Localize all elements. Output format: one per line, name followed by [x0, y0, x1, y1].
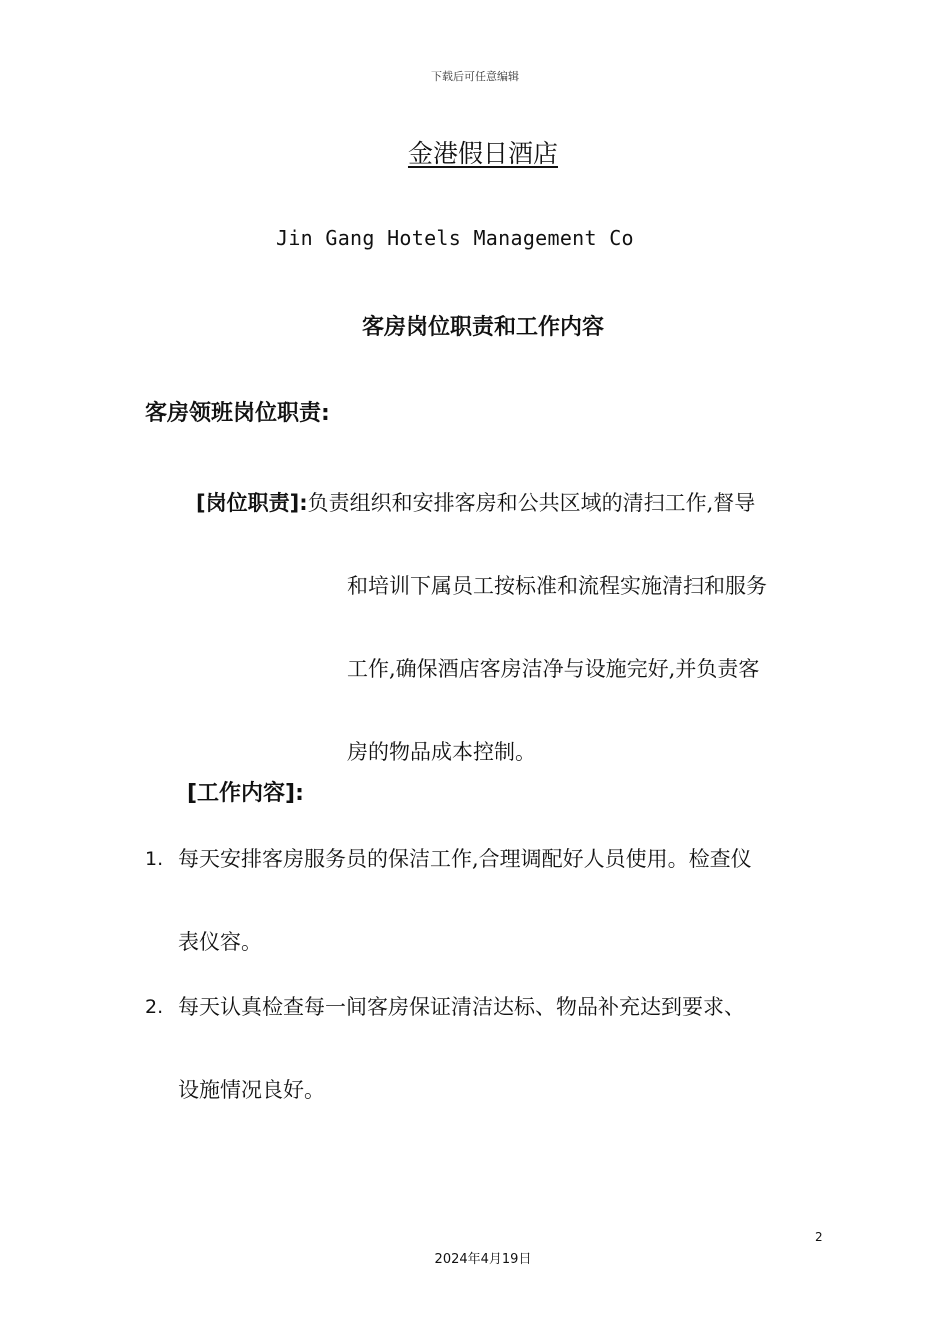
document-title: 客房岗位职责和工作内容 [361, 315, 604, 340]
duty-line-1 [196, 462, 836, 545]
work-content-heading: [工作内容]: [187, 781, 304, 806]
list-item-number: 1. [145, 848, 164, 870]
header-note: 下载后可任意编辑 [431, 70, 519, 83]
duty-text: 负责组织和安排客房和公共区域的清扫工作,督导 [307, 491, 756, 515]
duty-label: [岗位职责]: [196, 491, 308, 515]
list-item-number: 2. [145, 996, 164, 1018]
section-heading: 客房领班岗位职责: [145, 401, 330, 426]
page-number: 2 [815, 1230, 823, 1244]
company-name-cn-text: 金港假日酒店 [407, 139, 558, 168]
duty-line-4: 房的物品成本控制。 [347, 740, 536, 764]
list-item-text: 每天认真检查每一间客房保证清洁达标、物品补充达到要求、 [178, 995, 745, 1019]
list-item [145, 966, 845, 1132]
company-name-cn [0, 134, 950, 170]
list-item-text: 表仪容。 [178, 930, 262, 954]
duty-line-2: 和培训下属员工按标准和流程实施清扫和服务 [347, 574, 767, 598]
list-item-text: 设施情况良好。 [178, 1078, 325, 1102]
duty-line-3: 工作,确保酒店客房洁净与设施完好,并负责客 [347, 657, 760, 681]
company-name-en: Jin Gang Hotels Management Co [276, 226, 634, 250]
footer-date: 2024年4月19日 [434, 1252, 532, 1267]
duty-block [196, 462, 836, 794]
list-item-text: 每天安排客房服务员的保洁工作,合理调配好人员使用。检查仪 [178, 847, 752, 871]
list-item [145, 818, 845, 984]
